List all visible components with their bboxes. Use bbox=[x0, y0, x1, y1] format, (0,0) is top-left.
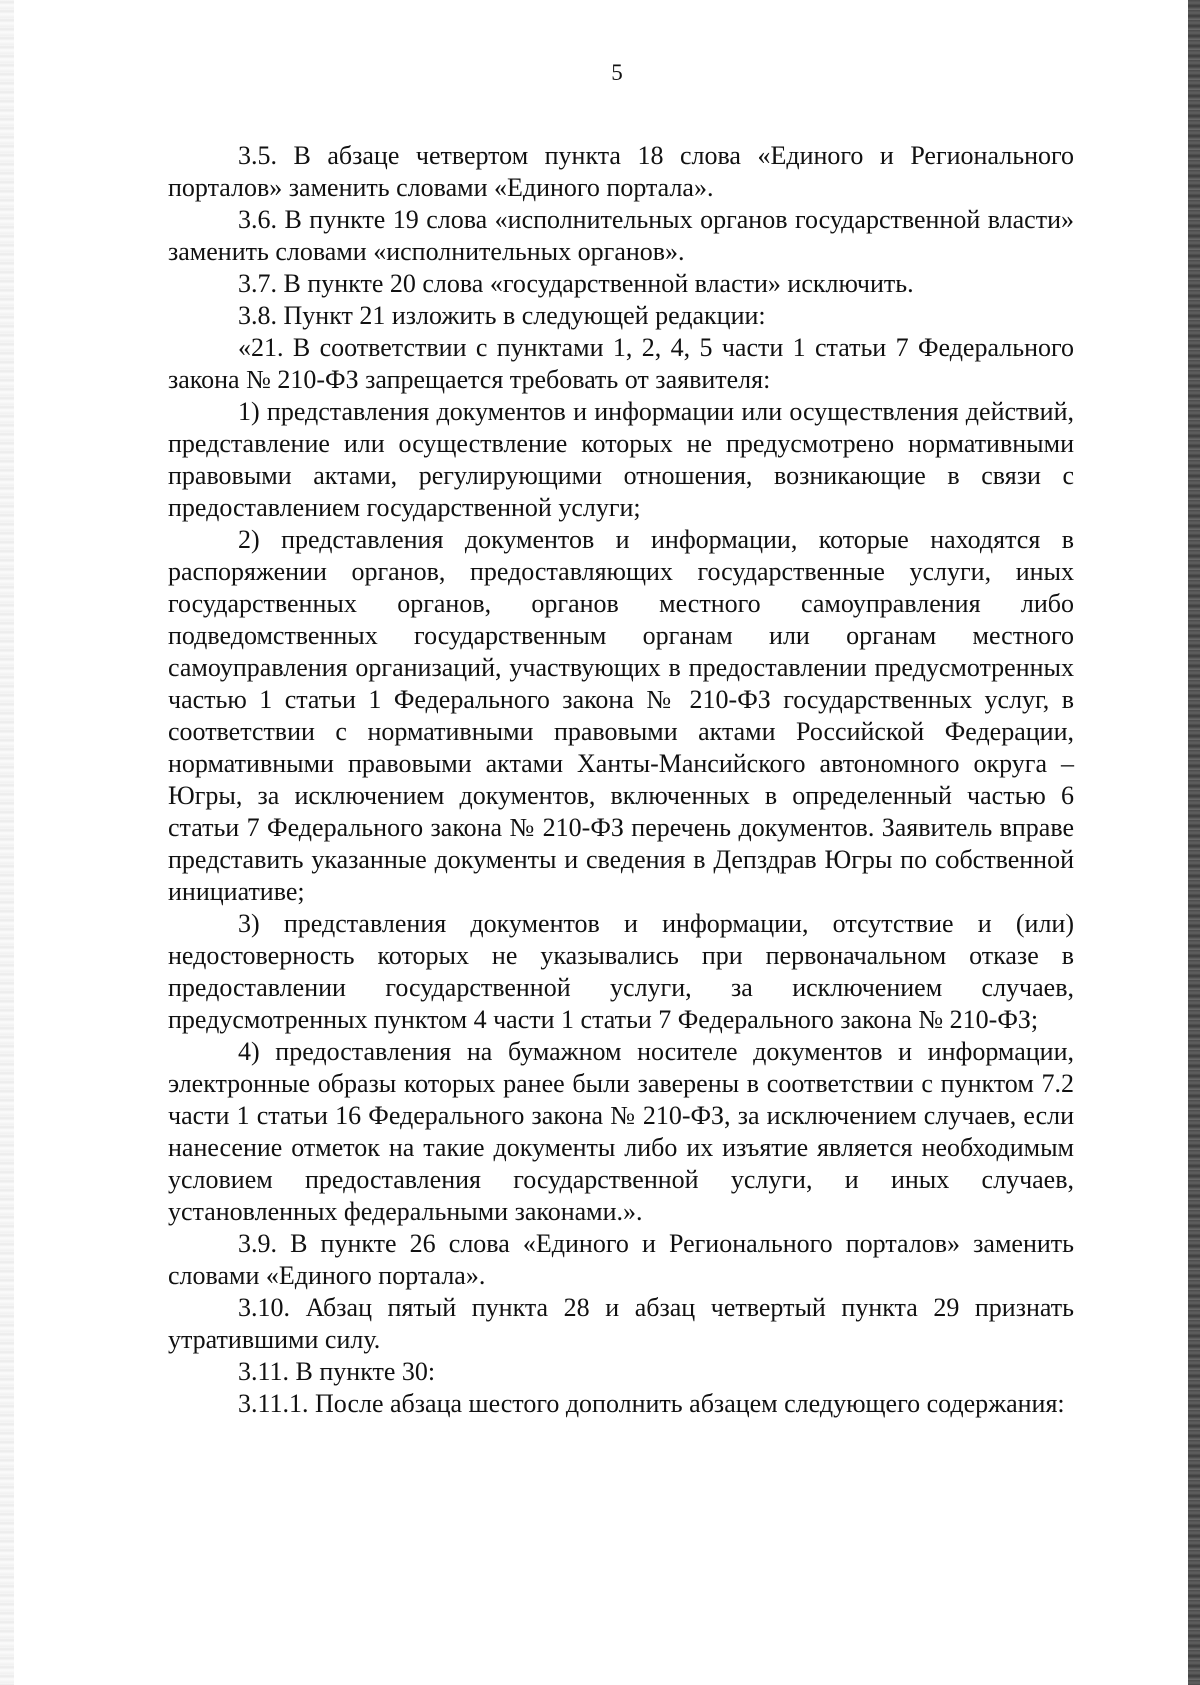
document-body bbox=[168, 140, 1074, 1420]
list-item-2: 2) представления документов и информации, которые находятся в распоряжении органов, предоставляющих государственные услуги, иных государственных органов, органов местного самоуправления либо подведомственных государственным органам или органам местного самоуправления организаций, участвующих в предоставлении предусмотренных частью 1 статьи 1 Федерального закона № 210-ФЗ государственных услуг, в соответствии с нормативными правовыми актами Российской Федерации, нормативными правовыми актами Ханты-Мансийского автономного округа – Югры, за исключением документов, включенных в определенный частью 6 статьи 7 Федерального закона № 210-ФЗ перечень документов. Заявитель вправе представить указанные документы и сведения в Депздрав Югры по собственной инициативе; bbox=[168, 525, 1074, 906]
paragraph-3-5: 3.5. В абзаце четвертом пункта 18 слова «Единого и Регионального порталов» заменить словами «Единого портала». bbox=[168, 141, 1074, 202]
paragraph-3-8: 3.8. Пункт 21 изложить в следующей редакции: bbox=[238, 301, 766, 330]
paragraph-3-9: 3.9. В пункте 26 слова «Единого и Регионального порталов» заменить словами «Единого портала». bbox=[168, 1229, 1074, 1290]
list-item-4: 4) предоставления на бумажном носителе документов и информации, электронные образы которых ранее были заверены в соответствии с пунктом 7.2 части 1 статьи 16 Федерального закона № 210-ФЗ, за исключением случаев, если нанесение отметок на такие документы либо их изъятие является необходимым условием предоставления государственной услуги, и иных случаев, установленных федеральными законами.». bbox=[168, 1037, 1074, 1226]
paragraph-3-6: 3.6. В пункте 19 слова «исполнительных органов государственной власти» заменить словами «исполнительных органов». bbox=[168, 205, 1074, 266]
page-number: 5 bbox=[611, 60, 623, 85]
list-item-1: 1) представления документов и информации или осуществления действий, представление или осуществление которых не предусмотрено нормативными правовыми актами, регулирующими отношения, возникающие в связи с предоставлением государственной услуги; bbox=[168, 397, 1074, 522]
paragraph-3-11: 3.11. В пункте 30: bbox=[238, 1357, 436, 1386]
paragraph-3-10: 3.10. Абзац пятый пункта 28 и абзац четвертый пункта 29 признать утратившими силу. bbox=[168, 1293, 1074, 1354]
paragraph-3-11-1: 3.11.1. После абзаца шестого дополнить абзацем следующего содержания: bbox=[238, 1389, 1065, 1418]
scan-right-edge bbox=[1188, 0, 1200, 1685]
scan-left-edge bbox=[0, 0, 14, 1685]
list-item-3: 3) представления документов и информации, отсутствие и (или) недостоверность которых не указывались при первоначальном отказе в предоставлении государственной услуги, за исключением случаев, предусмотренных пунктом 4 части 1 статьи 7 Федерального закона № 210-ФЗ; bbox=[168, 909, 1074, 1034]
paragraph-3-7: 3.7. В пункте 20 слова «государственной власти» исключить. bbox=[238, 269, 914, 298]
paragraph-21-intro: «21. В соответствии с пунктами 1, 2, 4, 5 части 1 статьи 7 Федерального закона № 210-ФЗ запрещается требовать от заявителя: bbox=[168, 333, 1074, 394]
